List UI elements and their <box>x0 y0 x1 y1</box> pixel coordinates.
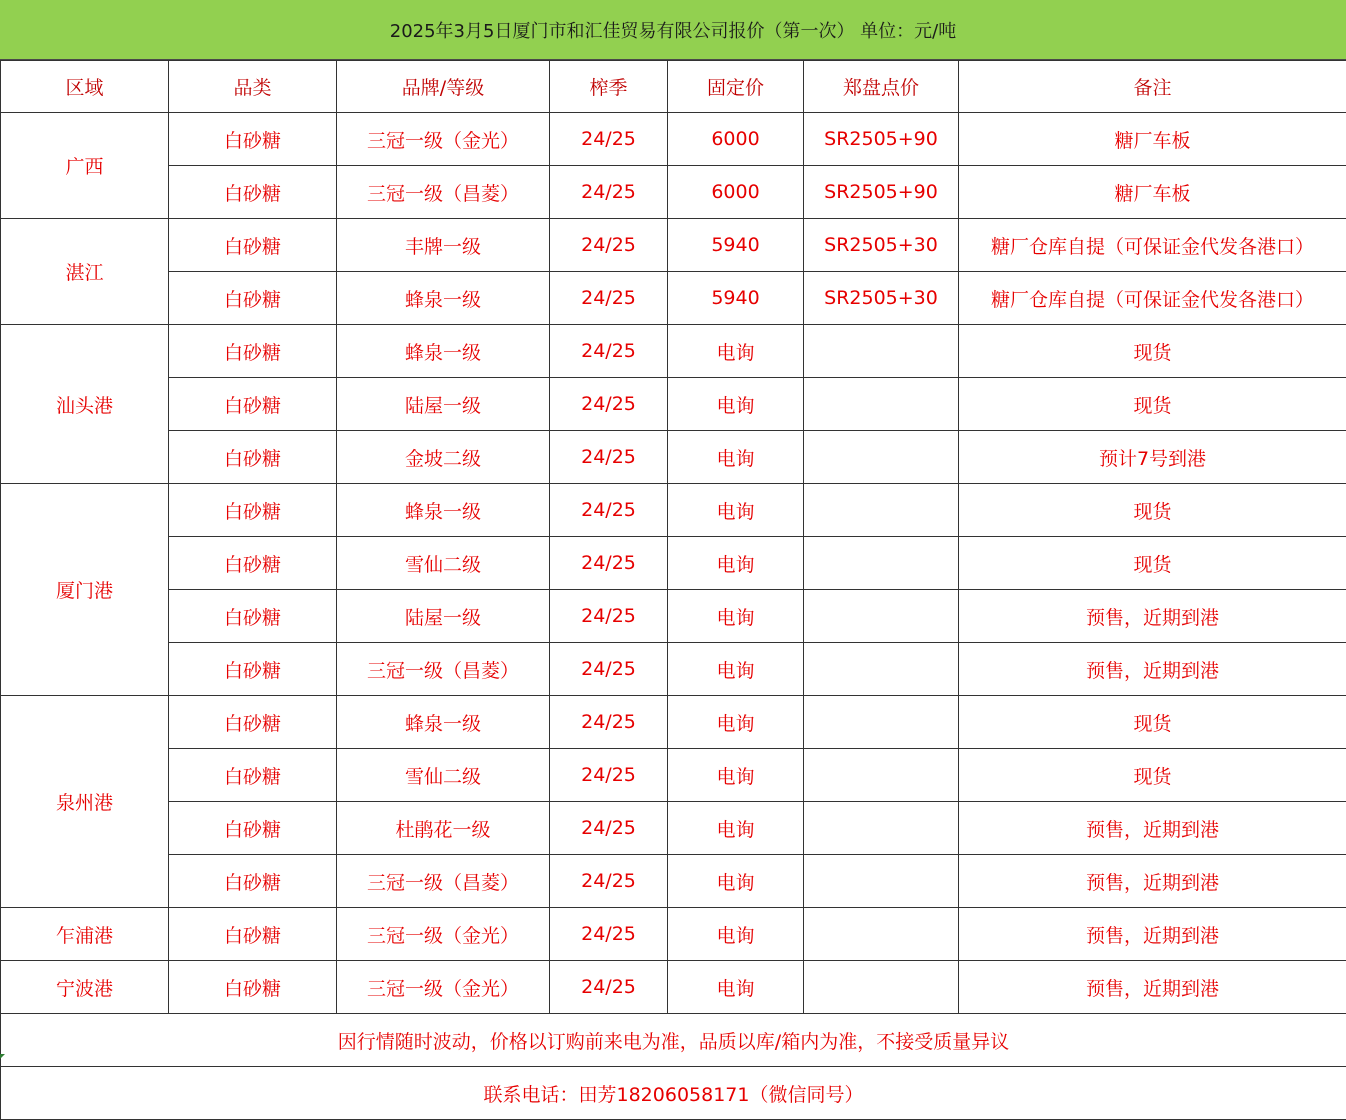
category-cell: 白砂糖 <box>169 484 337 537</box>
table-row <box>1 961 1346 1014</box>
season-cell: 24/25 <box>550 484 668 537</box>
brand-cell: 三冠一级（金光） <box>337 908 550 961</box>
price-cell: 电询 <box>668 749 804 802</box>
table-row <box>1 908 1346 961</box>
header-futures-basis: 郑盘点价 <box>804 61 959 113</box>
region-cell: 乍浦港 <box>1 908 169 961</box>
price-cell: 电询 <box>668 643 804 696</box>
region-cell: 宁波港 <box>1 961 169 1014</box>
category-cell: 白砂糖 <box>169 643 337 696</box>
table-row <box>1 166 1346 219</box>
price-cell: 电询 <box>668 378 804 431</box>
futures-cell: SR2505+30 <box>804 219 959 272</box>
note-cell: 现货 <box>959 696 1346 749</box>
note-cell: 预售，近期到港 <box>959 643 1346 696</box>
note-cell: 现货 <box>959 325 1346 378</box>
futures-cell <box>804 378 959 431</box>
region-cell: 泉州港 <box>1 696 169 908</box>
note-cell: 糖厂车板 <box>959 166 1346 219</box>
futures-cell <box>804 643 959 696</box>
brand-cell: 蜂泉一级 <box>337 272 550 325</box>
season-cell: 24/25 <box>550 855 668 908</box>
brand-cell: 陆屋一级 <box>337 378 550 431</box>
note-cell: 糖厂仓库自提（可保证金代发各港口） <box>959 219 1346 272</box>
price-cell: 电询 <box>668 431 804 484</box>
futures-cell <box>804 961 959 1014</box>
table-row <box>1 643 1346 696</box>
quote-body <box>1 113 1346 1014</box>
futures-cell <box>804 908 959 961</box>
header-row <box>1 61 1346 113</box>
brand-cell: 陆屋一级 <box>337 590 550 643</box>
header-region: 区域 <box>1 61 169 113</box>
season-cell: 24/25 <box>550 431 668 484</box>
table-row <box>1 431 1346 484</box>
category-cell: 白砂糖 <box>169 325 337 378</box>
brand-cell: 雪仙二级 <box>337 537 550 590</box>
price-cell: 电询 <box>668 325 804 378</box>
category-cell: 白砂糖 <box>169 219 337 272</box>
category-cell: 白砂糖 <box>169 908 337 961</box>
contact-row <box>1 1067 1346 1120</box>
price-cell: 电询 <box>668 855 804 908</box>
season-cell: 24/25 <box>550 166 668 219</box>
futures-cell <box>804 431 959 484</box>
futures-cell <box>804 696 959 749</box>
category-cell: 白砂糖 <box>169 537 337 590</box>
header-note: 备注 <box>959 61 1346 113</box>
season-cell: 24/25 <box>550 643 668 696</box>
season-cell: 24/25 <box>550 590 668 643</box>
note-cell: 预售，近期到港 <box>959 590 1346 643</box>
price-cell: 电询 <box>668 908 804 961</box>
futures-cell <box>804 855 959 908</box>
note-cell: 糖厂仓库自提（可保证金代发各港口） <box>959 272 1346 325</box>
quote-table <box>0 60 1346 1120</box>
brand-cell: 雪仙二级 <box>337 749 550 802</box>
region-cell: 湛江 <box>1 219 169 325</box>
table-row <box>1 325 1346 378</box>
futures-cell <box>804 590 959 643</box>
futures-cell <box>804 484 959 537</box>
category-cell: 白砂糖 <box>169 696 337 749</box>
futures-cell: SR2505+30 <box>804 272 959 325</box>
season-cell: 24/25 <box>550 378 668 431</box>
brand-cell: 金坡二级 <box>337 431 550 484</box>
brand-cell: 三冠一级（金光） <box>337 961 550 1014</box>
table-row <box>1 537 1346 590</box>
note-cell: 预售，近期到港 <box>959 961 1346 1014</box>
note-cell: 预计7号到港 <box>959 431 1346 484</box>
brand-cell: 三冠一级（昌菱） <box>337 855 550 908</box>
price-cell: 电询 <box>668 484 804 537</box>
category-cell: 白砂糖 <box>169 749 337 802</box>
header-season: 榨季 <box>550 61 668 113</box>
disclaimer-row <box>1 1014 1346 1067</box>
brand-cell: 丰牌一级 <box>337 219 550 272</box>
category-cell: 白砂糖 <box>169 272 337 325</box>
header-fixed-price: 固定价 <box>668 61 804 113</box>
header-brand-grade: 品牌/等级 <box>337 61 550 113</box>
price-cell: 电询 <box>668 961 804 1014</box>
cell-marker-icon <box>0 1054 5 1059</box>
region-cell: 广西 <box>1 113 169 219</box>
season-cell: 24/25 <box>550 908 668 961</box>
season-cell: 24/25 <box>550 802 668 855</box>
contact-text: 联系电话：田芳18206058171（微信同号） <box>1 1067 1346 1120</box>
brand-cell: 杜鹃花一级 <box>337 802 550 855</box>
brand-cell: 蜂泉一级 <box>337 325 550 378</box>
region-cell: 汕头港 <box>1 325 169 484</box>
season-cell: 24/25 <box>550 113 668 166</box>
note-cell: 现货 <box>959 484 1346 537</box>
futures-cell: SR2505+90 <box>804 166 959 219</box>
note-cell: 现货 <box>959 537 1346 590</box>
disclaimer-text: 因行情随时波动，价格以订购前来电为准，品质以库/箱内为准，不接受质量异议 <box>1 1014 1346 1067</box>
brand-cell: 蜂泉一级 <box>337 484 550 537</box>
futures-cell <box>804 749 959 802</box>
brand-cell: 蜂泉一级 <box>337 696 550 749</box>
table-row <box>1 749 1346 802</box>
note-cell: 预售，近期到港 <box>959 855 1346 908</box>
category-cell: 白砂糖 <box>169 113 337 166</box>
season-cell: 24/25 <box>550 537 668 590</box>
note-cell: 预售，近期到港 <box>959 802 1346 855</box>
season-cell: 24/25 <box>550 749 668 802</box>
table-row <box>1 272 1346 325</box>
note-cell: 现货 <box>959 378 1346 431</box>
season-cell: 24/25 <box>550 272 668 325</box>
season-cell: 24/25 <box>550 961 668 1014</box>
table-row <box>1 219 1346 272</box>
category-cell: 白砂糖 <box>169 431 337 484</box>
table-row <box>1 802 1346 855</box>
futures-cell <box>804 802 959 855</box>
note-cell: 预售，近期到港 <box>959 908 1346 961</box>
price-cell: 电询 <box>668 590 804 643</box>
category-cell: 白砂糖 <box>169 590 337 643</box>
category-cell: 白砂糖 <box>169 378 337 431</box>
table-row <box>1 696 1346 749</box>
table-row <box>1 378 1346 431</box>
table-row <box>1 484 1346 537</box>
price-cell: 电询 <box>668 696 804 749</box>
sheet-title: 2025年3月5日厦门市和汇佳贸易有限公司报价（第一次） 单位：元/吨 <box>0 0 1346 60</box>
price-cell: 6000 <box>668 166 804 219</box>
futures-cell: SR2505+90 <box>804 113 959 166</box>
price-cell: 电询 <box>668 537 804 590</box>
price-cell: 电询 <box>668 802 804 855</box>
region-cell: 厦门港 <box>1 484 169 696</box>
futures-cell <box>804 537 959 590</box>
note-cell: 现货 <box>959 749 1346 802</box>
price-cell: 5940 <box>668 272 804 325</box>
season-cell: 24/25 <box>550 219 668 272</box>
price-cell: 5940 <box>668 219 804 272</box>
futures-cell <box>804 325 959 378</box>
table-row <box>1 855 1346 908</box>
brand-cell: 三冠一级（昌菱） <box>337 643 550 696</box>
category-cell: 白砂糖 <box>169 166 337 219</box>
category-cell: 白砂糖 <box>169 961 337 1014</box>
brand-cell: 三冠一级（昌菱） <box>337 166 550 219</box>
brand-cell: 三冠一级（金光） <box>337 113 550 166</box>
price-cell: 6000 <box>668 113 804 166</box>
season-cell: 24/25 <box>550 325 668 378</box>
category-cell: 白砂糖 <box>169 855 337 908</box>
note-cell: 糖厂车板 <box>959 113 1346 166</box>
category-cell: 白砂糖 <box>169 802 337 855</box>
table-row <box>1 590 1346 643</box>
header-category: 品类 <box>169 61 337 113</box>
table-row <box>1 113 1346 166</box>
season-cell: 24/25 <box>550 696 668 749</box>
